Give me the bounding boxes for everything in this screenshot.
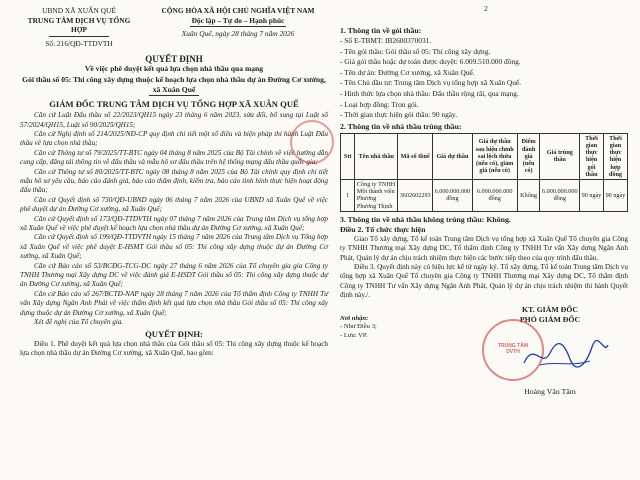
org-line-2: TRUNG TÂM DỊCH VỤ TỔNG HỢP xyxy=(27,15,131,35)
issuing-organization xyxy=(20,6,138,48)
org-underline xyxy=(49,36,109,37)
package-info-item: - Tên Chủ đầu tư: Trung tâm Dịch vụ tổng hợp xã Xuân Quế. xyxy=(340,78,522,88)
nation-underline xyxy=(190,26,286,27)
cell-package-duration: 90 ngày xyxy=(580,179,604,211)
cell-score: Không xyxy=(517,179,540,211)
basis-6: Căn cứ Quyết định số 173/QĐ-TTDVTH ngày 07 tháng 7 năm 2026 của Trung tâm Dịch vụ tổng hợp xã Xuân Quế về việc phê duyệt kế hoạch lựa chọn nhà thầu dự án Đường Cơ xưởng, xã Xuân Quế; xyxy=(20,214,328,233)
article-1: Điều 1. Phê duyệt kết quả lựa chọn nhà thầu của Gói thầu số 05: Thi công xây dựng thuộc kế hoạch lựa chọn nhà thầu dự án Đường Cơ xưởng, xã Xuân Quế, bao gồm: xyxy=(20,339,328,357)
cell-tax-code: 3602602293 xyxy=(398,179,433,211)
col-header-tax-code: Mã số thuế xyxy=(398,133,433,179)
cell-winning-price: 6.000.000.000 đồng xyxy=(540,179,580,211)
basis-3: Căn cứ Thông tư số 79/2025/TT-BTC ngày 04 tháng 8 năm 2025 của Bộ Tài chính về việc hướng dẫn cung cấp, đăng tải thông tin về đấu thầu và mẫu hồ sơ đấu thầu trên hệ thống mạng đấu thầu quốc gia; xyxy=(20,148,328,167)
decision-title: QUYẾT ĐỊNH xyxy=(145,54,203,65)
org-line-1: UBND XÃ XUÂN QUẾ xyxy=(42,6,116,15)
decide-heading: QUYẾT ĐỊNH: xyxy=(145,328,203,339)
recipients-title: Nơi nhận: xyxy=(340,314,369,322)
col-header-adjusted-price: Giá dự thầu sau hiệu chỉnh sai lệch thừa (nếu có), giảm giá (nếu có) xyxy=(472,133,517,179)
winning-bidder-table xyxy=(340,133,628,212)
place-date: Xuân Quế, ngày 28 tháng 7 năm 2026 xyxy=(181,29,295,39)
nation-line-2: Độc lập – Tự do – Hạnh phúc xyxy=(191,15,285,25)
cell-stt: 1 xyxy=(341,179,355,211)
package-info-item: - Số E-TBMT: IB2600370031. xyxy=(340,36,432,45)
issuer-title: GIÁM ĐỐC TRUNG TÂM DỊCH VỤ TỔNG HỢP XÃ XUÂN QUẾ xyxy=(49,99,299,110)
basis-9: Căn cứ Báo cáo số 267/BCTĐ-NAP ngày 28 tháng 7 năm 2026 của Tổ thẩm định Công ty TNHH Tư vấn Xây dựng Ngân Anh Phát về việc thẩm định kết quả lựa chọn nhà thầu Gói thầu số 05: Thi công xây dựng thuộc dự án Đường Cơ xưởng, xã Xuân Quế; xyxy=(20,289,328,317)
col-header-score: Điểm đánh giá (nếu có) xyxy=(517,133,540,179)
section-3: 3. Thông tin về nhà thầu không trúng thầu: Không. xyxy=(340,214,511,224)
col-header-contractor: Tên nhà thầu xyxy=(355,133,398,179)
section-1-title: 1. Thông tin về gói thầu: xyxy=(340,26,422,35)
article-3: Điều 3. Quyết định này có hiệu lực kể từ ngày ký. Tổ xây dựng, Tổ kế toán Trung tâm Dịch vụ tổng hợp xã Xuân Quế Tổ chuyên gia Công ty TNHH Thương mại Xây dựng DC, Tổ thẩm định Công ty TNHH Tư vấn Xây dựng Ngân Anh Phát, Quản lý dự án chịu trách nhiệm thi hành Quyết định này./. xyxy=(340,263,628,300)
recipients xyxy=(340,315,440,341)
basis-4: Căn cứ Thông tư số 80/2025/TT-BTC ngày 08 tháng 8 năm 2025 của Bộ Tài chính quy định chi tiết mẫu hồ sơ yêu cầu, báo cáo đánh giá, báo cáo thẩm định, kiểm tra, báo cáo tình hình thực hiện hoạt động đấu thầu; xyxy=(20,167,328,195)
cell-adjusted-price: 6.000.000.000 đồng xyxy=(472,179,517,211)
doc-number: Số: 216/QĐ-TTDVTH xyxy=(45,38,113,48)
col-header-stt: Stt xyxy=(341,133,355,179)
signer-line-2: PHÓ GIÁM ĐỐC xyxy=(519,314,581,324)
package-info-item: - Tên gói thầu: Gói thầu số 05: Thi công xây dựng. xyxy=(340,46,491,56)
stamp-lettering: TRUNG TÂM DVTH xyxy=(498,342,528,355)
signature-block xyxy=(340,305,628,425)
article-2-text: Giao Tổ xây dựng, Tổ kế toán Trung tâm Dịch vụ tổng hợp xã Xuân Quế Tổ chuyên gia Công ty TNHH Thương mại Xây dựng DC, Tổ thẩm định Công ty TNHH Tư vấn Xây dựng Ngân Anh Phát, Quản lý dự án chịu trách nhiệm thực hiện các bước tiếp theo của quy trình đấu thầu. xyxy=(340,234,628,262)
package-info-item: - Thời gian thực hiện gói thầu: 90 ngày. xyxy=(340,110,458,120)
col-header-contract-duration: Thời gian thực hiện hợp đồng xyxy=(603,133,627,179)
cell-contractor: Công ty TNHH Một thành viên Phương Phương Thịnh xyxy=(355,179,398,211)
cell-bid-price: 6.000.000.000 đồng xyxy=(433,179,473,211)
basis-7: Căn cứ Quyết định số 199/QĐ-TTDVTH ngày 15 tháng 7 năm 2026 của Trung tâm Dịch vụ Tổng hợp xã Xuân Quế về việc phê duyệt E-HSMT Gói thầu số 05: Thi công xây dựng thuộc dự án Đường Cơ xưởng, xã Xuân Quế; xyxy=(20,233,328,261)
package-name: Gói thầu số 05: Thi công xây dựng thuộc kế hoạch lựa chọn nhà thầu dự án Đường Cơ xưởng, xã Xuân Quế xyxy=(22,74,326,94)
col-header-bid-price: Giá dự thầu xyxy=(433,133,473,179)
decision-subject: Về việc phê duyệt kết quả lựa chọn nhà thầu qua mạng xyxy=(84,64,264,74)
legal-bases xyxy=(20,111,328,318)
col-header-package-duration: Thời gian thực hiện gói thầu xyxy=(580,133,604,179)
package-info-item: - Loại hợp đồng: Trọn gói. xyxy=(340,99,419,109)
package-info-item: - Giá gói thầu hoặc dự toán được duyệt: 6.009.510.000 đồng. xyxy=(340,57,521,67)
partial-seal-stamp xyxy=(290,120,334,164)
left-column xyxy=(20,6,328,358)
consideration: Xét đề nghị của Tổ chuyên gia. xyxy=(34,318,124,327)
basis-1: Căn cứ Luật Đấu thầu số 22/2023/QH15 ngày 23 tháng 6 năm 2023, sửa đổi, bổ sung tại Luật số 57/2024/QH15, Luật số 90/2025/QH15; xyxy=(20,111,328,129)
cell-contract-duration: 90 ngày xyxy=(603,179,627,211)
package-info-list xyxy=(340,36,628,121)
package-info-item: - Hình thức lựa chọn nhà thầu: Đấu thầu rộng rãi, qua mạng. xyxy=(340,88,519,98)
document-header xyxy=(20,6,328,48)
nation-line-1: CỘNG HÒA XÃ HỘI CHỦ NGHĨA VIỆT NAM xyxy=(161,6,315,15)
page-number: 2 xyxy=(484,4,488,13)
subject-underline xyxy=(149,95,199,96)
national-motto xyxy=(148,6,328,48)
signer-name: Hoàng Văn Tâm xyxy=(524,386,576,396)
recipient-item: - Lưu: VP. xyxy=(340,331,368,339)
table-row xyxy=(341,179,628,211)
article-2-title: Điều 2. Tổ chức thực hiện xyxy=(340,224,426,234)
package-info-item: - Tên dự án: Đường Cơ xưởng, xã Xuân Quế. xyxy=(340,67,475,77)
col-header-winning-price: Giá trúng thầu xyxy=(540,133,580,179)
signer-line-1: KT. GIÁM ĐỐC xyxy=(522,304,578,314)
table-header-row xyxy=(341,133,628,179)
recipient-item: - Như Điều 3; xyxy=(340,323,377,331)
basis-5: Căn cứ Quyết định số 730/QĐ-UBND ngày 06 tháng 7 năm 2026 của UBND xã Xuân Quế về việc phê duyệt dự án Đường Cơ xưởng, xã Xuân Quế; xyxy=(20,195,328,214)
basis-2: Căn cứ Nghị định số 214/2025/NĐ-CP quy định chi tiết một số điều và biện pháp thi hành Luật Đấu thầu về lựa chọn nhà thầu; xyxy=(20,129,328,148)
basis-8: Căn cứ Báo cáo số 53/BCĐG-TCG-DC ngày 27 tháng 6 năm 2026 của Tổ chuyên gia gia Công ty TNHH Thương mại Xây dựng DC về việc đánh giá E-HSDT Gói thầu số 05: Thi công xây dựng thuộc dự án Đường Cơ xưởng, xã Xuân Quế; xyxy=(20,261,328,289)
section-2-title: 2. Thông tin về nhà thầu trúng thầu: xyxy=(340,121,462,131)
handwritten-signature xyxy=(520,335,610,375)
right-column xyxy=(340,6,628,425)
